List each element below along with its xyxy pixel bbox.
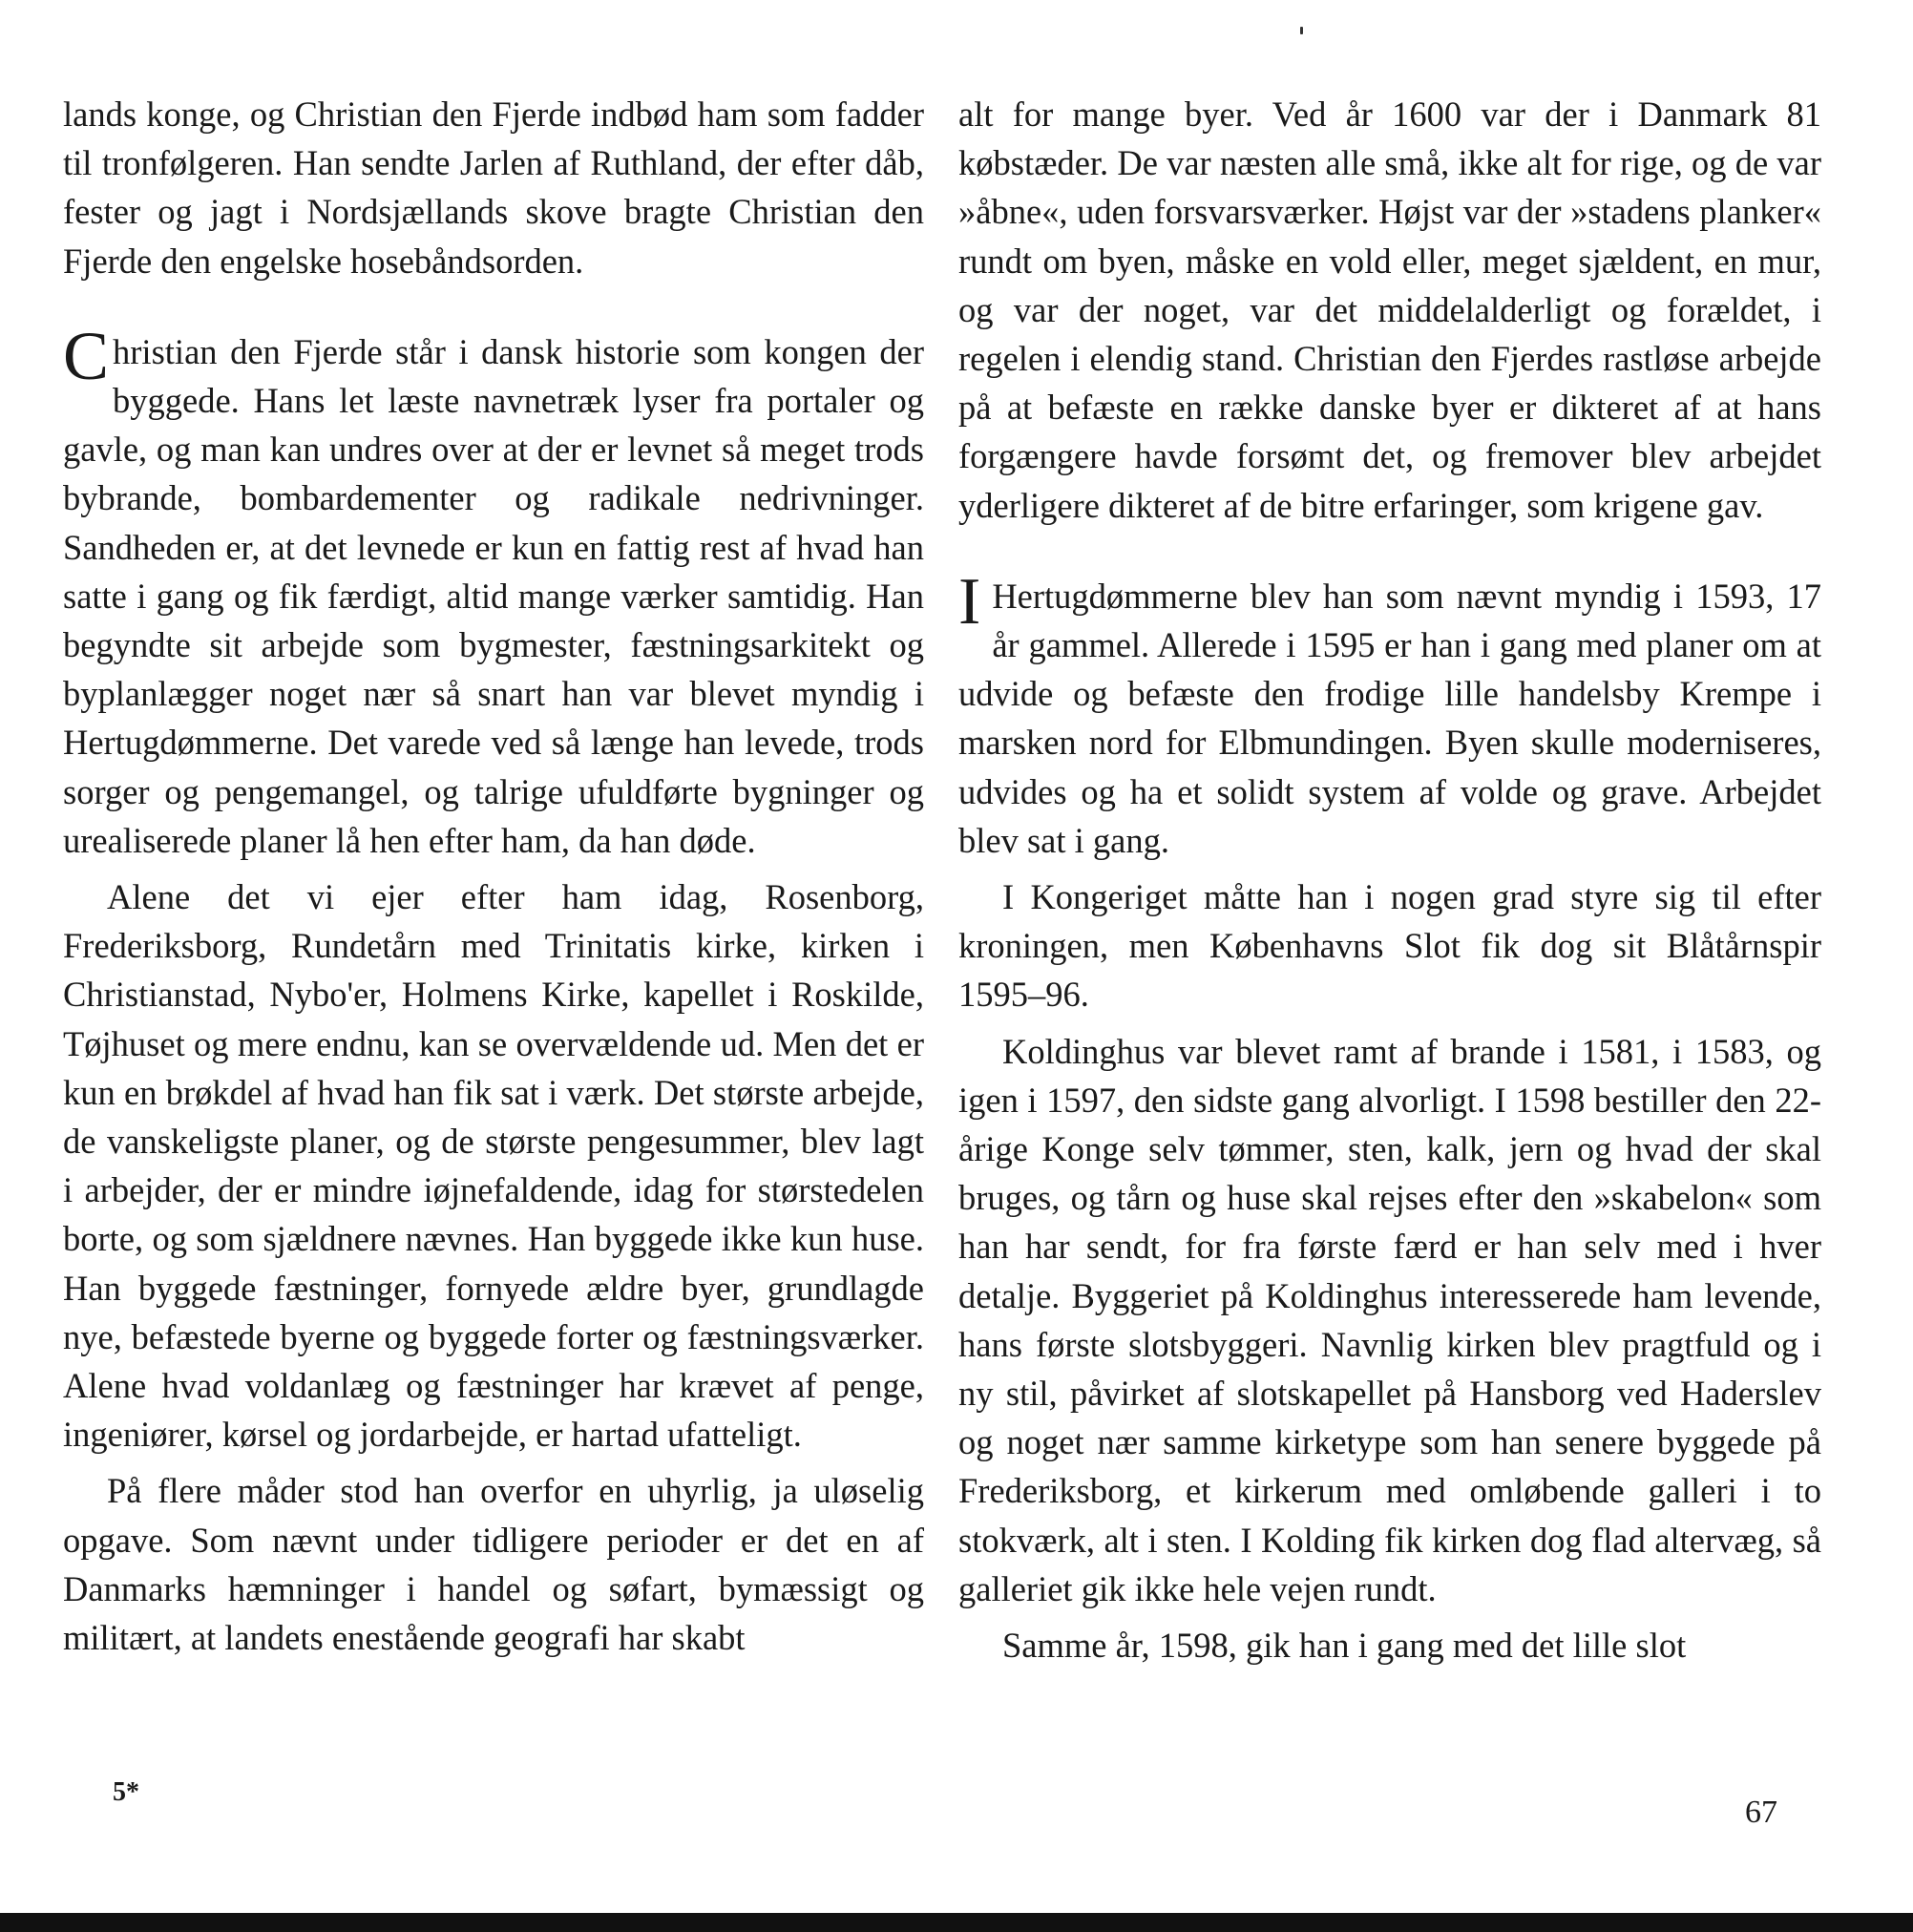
left-paragraph-2	[63, 317, 924, 865]
scan-speck	[1300, 27, 1303, 34]
right-paragraph-2	[958, 564, 1821, 865]
right-paragraph-5: Samme år, 1598, gik han i gang med det lille slot	[1002, 1626, 1687, 1666]
left-column	[63, 90, 924, 1662]
drop-cap-c: C	[63, 317, 110, 394]
right-column	[958, 90, 1821, 1670]
right-paragraph-4: Koldinghus var blevet ramt af brande i 1581, i 1583, og igen i 1597, den sidste gang alvorligt. I 1598 bestiller den 22-årige Konge selv tømmer, sten, kalk, jern og hvad der skal bruges, og tårn og huse skal rejses efter den »skabelon« som han har sendt, for fra første færd er han selv med i hver detalje. Byggeriet på Koldinghus interesserede ham levende, hans første slotsbyggeri. Navnlig kirken blev pragtfuld og i ny stil, påvirket af slotskapellet på Hansborg ved Haderslev og noget nær samme kirketype som han senere byggede på Frederiksborg, et kirkerum med omløbende galleri i to stokværk, alt i sten. I Kolding fik kirken dog flad altervæg, så galleriet gik ikke hele vejen rundt.	[958, 1031, 1821, 1608]
drop-cap-i: I	[958, 564, 981, 639]
scan-border	[0, 1913, 1913, 1932]
right-paragraph-3: I Kongeriget måtte han i nogen grad styre sig til efter kroningen, men Københavns Slot fik dog sit Blåtårnspir 1595–96.	[958, 877, 1821, 1015]
page-number: 67	[1745, 1795, 1777, 1830]
right-paragraph-2-text: Hertugdømmerne blev han som nævnt myndig i 1593, 17 år gammel. Allerede i 1595 er han i gang med planer om at udvide og befæste den frodige lille handelsby Krempe i marsken nord for Elbmundingen. Byen skulle moderniseres, udvides og ha et solidt system af volde og grave. Arbejdet blev sat i gang.	[958, 576, 1821, 860]
right-paragraph-1: alt for mange byer. Ved år 1600 var der i Danmark 81 købstæder. De var næsten alle små, ikke alt for rige, og de var »åbne«, uden forsvarsværker. Højst var der »stadens planker« rundt om byen, måske en vold eller, meget sjældent, en mur, og var der noget, var det middelalderligt og forældet, i regelen i elendig stand. Christian den Fjerdes rastløse arbejde på at befæste en række danske byer er dikteret af at hans forgængere havde forsømt det, og fremover blev arbejdet yderligere dikteret af de bitre erfaringer, som krigene gav.	[958, 94, 1821, 525]
left-paragraph-2-text: hristian den Fjerde står i dansk historie som kongen der byggede. Hans let læste navnetræk lyser fra portaler og gavle, og man kan undres over at der er levnet så meget trods bybrande, bombardementer og radikale nedrivninger. Sandheden er, at det levnede er kun en fattig rest af hvad han satte i gang og fik færdigt, altid mange værker samtidig. Han begyndte sit arbejde som bygmester, fæstningsarkitekt og byplanlægger noget nær så snart han var blevet myndig i Hertugdømmerne. Det varede ved så længe han levede, trods sorger og pengemangel, og talrige ufuldførte bygninger og urealiserede planer lå hen efter ham, da han døde.	[63, 331, 924, 860]
left-paragraph-4: På flere måder stod han overfor en uhyrlig, ja uløselig opgave. Som nævnt under tidligere perioder er det en af Danmarks hæmninger i handel og søfart, bymæssigt og militært, at landets enestående geografi har skabt	[63, 1471, 924, 1658]
signature-mark: 5*	[113, 1777, 139, 1807]
left-paragraph-1: lands konge, og Christian den Fjerde indbød ham som fadder til tronfølgeren. Han sendte Jarlen af Ruthland, der efter dåb, fester og jagt i Nordsjællands skove bragte Christian den Fjerde den engelske hosebåndsorden.	[63, 94, 924, 281]
left-paragraph-3: Alene det vi ejer efter ham idag, Rosenborg, Frederiksborg, Rundetårn med Trinitatis kirke, kirken i Christianstad, Nybo'er, Holmens Kirke, kapellet i Roskilde, Tøjhuset og mere endnu, kan se overvældende ud. Men det er kun en brøkdel af hvad han fik sat i værk. Det største arbejde, de vanskeligste planer, og de største pengesummer, blev lagt i arbejder, der er mindre iøjnefaldende, idag for størstedelen borte, og som sjældnere nævnes. Han byggede ikke kun huse. Han byggede fæstninger, fornyede ældre byer, grundlagde nye, befæstede byerne og byggede forter og fæstningsværker. Alene hvad voldanlæg og fæstninger har krævet af penge, ingeniører, kørsel og jordarbejde, er hartad ufatteligt.	[63, 877, 924, 1455]
